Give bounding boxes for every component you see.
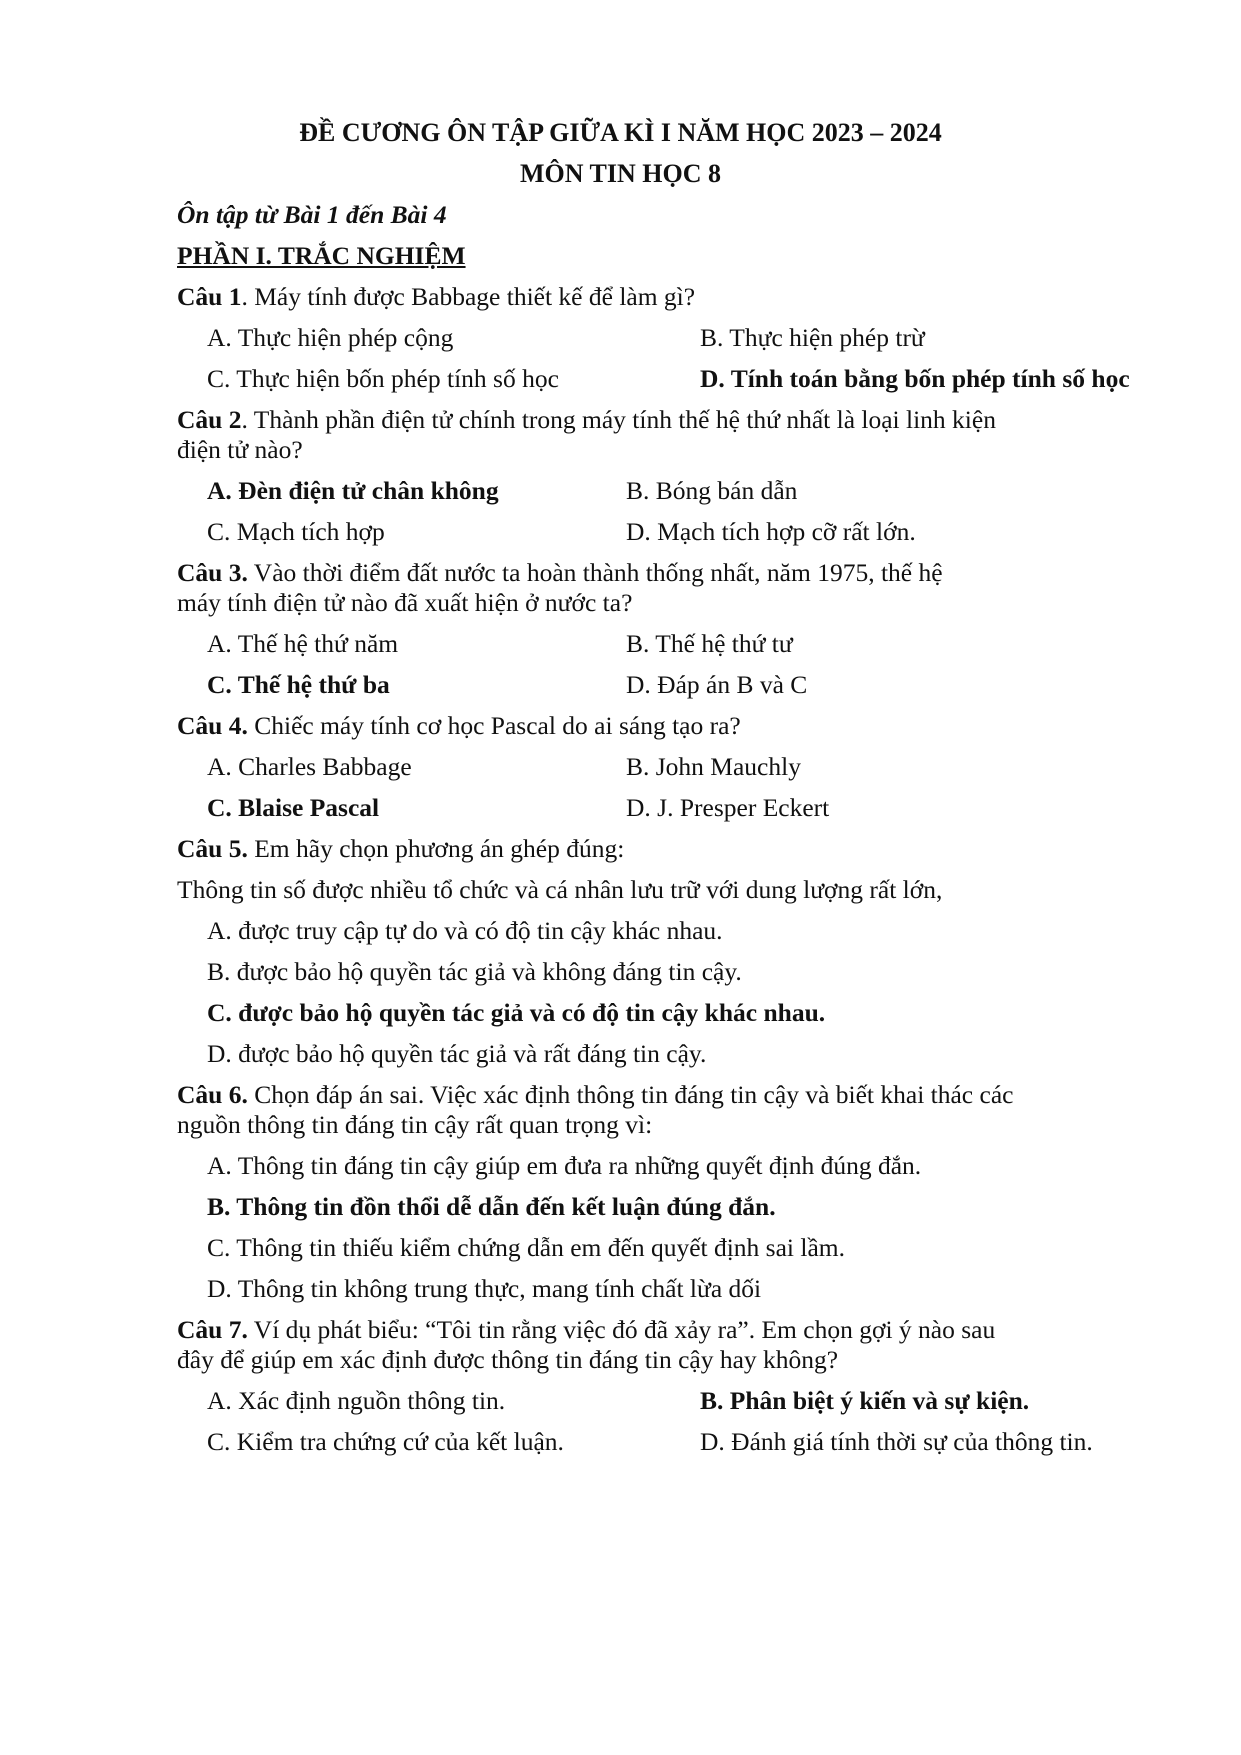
q5-option-a: A. được truy cập tự do và có độ tin cậy khác nhau. — [207, 916, 723, 945]
q1-option-d-correct: D. Tính toán bằng bốn phép tính số học — [700, 364, 1130, 393]
question-number: Câu 5. — [177, 834, 248, 863]
q1-option-a: A. Thực hiện phép cộng — [207, 323, 454, 352]
section-heading: PHẦN I. TRẮC NGHIỆM — [177, 241, 466, 270]
question-text: . Máy tính được Babbage thiết kế để làm gì? — [241, 282, 696, 311]
question-text: Chiếc máy tính cơ học Pascal do ai sáng tạo ra? — [247, 711, 741, 740]
q7-option-c: C. Kiểm tra chứng cứ của kết luận. — [207, 1427, 564, 1456]
q6-option-b-correct: B. Thông tin đồn thổi dễ dẫn đến kết luận đúng đắn. — [207, 1192, 776, 1221]
q4-option-d: D. J. Presper Eckert — [626, 793, 830, 822]
document-title: ĐỀ CƯƠNG ÔN TẬP GIỮA KÌ I NĂM HỌC 2023 – 2024 — [299, 118, 942, 147]
question-text: Vào thời điểm đất nước ta hoàn thành thống nhất, năm 1975, thế hệ — [247, 558, 943, 587]
q1-option-b: B. Thực hiện phép trừ — [700, 323, 925, 352]
q2-option-c: C. Mạch tích hợp — [207, 517, 385, 546]
q7-option-a: A. Xác định nguồn thông tin. — [207, 1386, 506, 1415]
question-4 — [177, 711, 741, 741]
question-7 — [177, 1315, 995, 1345]
q7-option-b-correct: B. Phân biệt ý kiến và sự kiện. — [700, 1386, 1030, 1415]
q6-option-d: D. Thông tin không trung thực, mang tính chất lừa dối — [207, 1274, 762, 1303]
question-6-continued: nguồn thông tin đáng tin cậy rất quan trọng vì: — [177, 1110, 653, 1139]
question-number: Câu 3. — [177, 558, 248, 587]
q7-option-d: D. Đánh giá tính thời sự của thông tin. — [700, 1427, 1093, 1456]
q4-option-c-correct: C. Blaise Pascal — [207, 793, 380, 822]
question-5 — [177, 834, 624, 864]
question-3 — [177, 558, 943, 588]
q6-option-c: C. Thông tin thiếu kiểm chứng dẫn em đến quyết định sai lầm. — [207, 1233, 845, 1262]
question-text: Ví dụ phát biểu: “Tôi tin rằng việc đó đã xảy ra”. Em chọn gợi ý nào sau — [247, 1315, 996, 1344]
q3-option-b: B. Thế hệ thứ tư — [626, 629, 793, 658]
question-number: Câu 4. — [177, 711, 248, 740]
q2-option-a-correct: A. Đèn điện tử chân không — [207, 476, 499, 505]
question-text: . Thành phần điện tử chính trong máy tính thế hệ thứ nhất là loại linh kiện — [241, 405, 996, 434]
q3-option-a: A. Thế hệ thứ năm — [207, 629, 399, 658]
question-5-stem: Thông tin số được nhiều tổ chức và cá nhân lưu trữ với dung lượng rất lớn, — [177, 875, 943, 904]
question-6 — [177, 1080, 1013, 1110]
q4-option-a: A. Charles Babbage — [207, 752, 412, 781]
q1-option-c: C. Thực hiện bốn phép tính số học — [207, 364, 559, 393]
q6-option-a: A. Thông tin đáng tin cậy giúp em đưa ra những quyết định đúng đắn. — [207, 1151, 922, 1180]
question-2 — [177, 405, 996, 435]
question-number: Câu 2 — [177, 405, 242, 434]
subject-title: MÔN TIN HỌC 8 — [519, 159, 722, 188]
question-text: Chọn đáp án sai. Việc xác định thông tin đáng tin cậy và biết khai thác các — [247, 1080, 1014, 1109]
question-number: Câu 6. — [177, 1080, 248, 1109]
question-2-continued: điện tử nào? — [177, 435, 303, 464]
question-1 — [177, 282, 695, 312]
q4-option-b: B. John Mauchly — [626, 752, 801, 781]
q5-option-c-correct: C. được bảo hộ quyền tác giả và có độ tin cậy khác nhau. — [207, 998, 826, 1027]
q2-option-b: B. Bóng bán dẫn — [626, 476, 798, 505]
q3-option-c-correct: C. Thế hệ thứ ba — [207, 670, 390, 699]
question-text: Em hãy chọn phương án ghép đúng: — [247, 834, 625, 863]
question-number: Câu 1 — [177, 282, 242, 311]
q2-option-d: D. Mạch tích hợp cỡ rất lớn. — [626, 517, 916, 546]
review-scope: Ôn tập từ Bài 1 đến Bài 4 — [177, 200, 447, 229]
q5-option-d: D. được bảo hộ quyền tác giả và rất đáng tin cậy. — [207, 1039, 707, 1068]
question-7-continued: đây để giúp em xác định được thông tin đáng tin cậy hay không? — [177, 1345, 839, 1374]
q5-option-b: B. được bảo hộ quyền tác giả và không đáng tin cậy. — [207, 957, 742, 986]
question-3-continued: máy tính điện tử nào đã xuất hiện ở nước ta? — [177, 588, 633, 617]
q3-option-d: D. Đáp án B và C — [626, 670, 808, 699]
question-number: Câu 7. — [177, 1315, 248, 1344]
